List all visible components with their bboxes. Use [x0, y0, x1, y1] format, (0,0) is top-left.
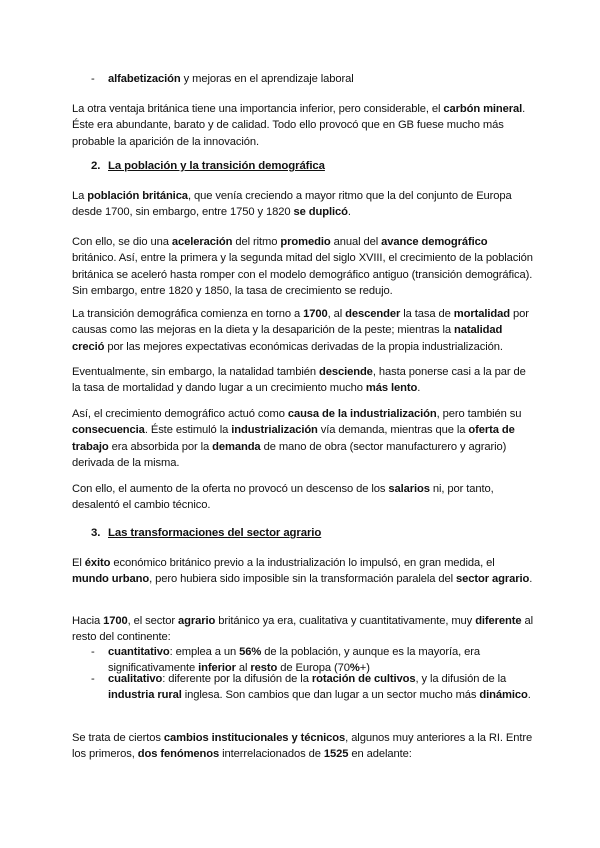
bold-term: causa de la industrialización: [287, 408, 437, 420]
text-run: del ritmo: [232, 236, 281, 248]
paragraph-aceleracion: [72, 234, 534, 299]
paragraph-eventualmente: [72, 364, 534, 397]
bold-term: se duplicó: [293, 206, 348, 219]
text-run: de mano de obra (sector manufacturero y agrario) derivada de la misma.: [72, 440, 507, 469]
paragraph-exito: [72, 555, 534, 588]
bold-term: descender: [345, 308, 401, 320]
text-run: , pero también su: [436, 408, 522, 420]
bold-term: demanda: [212, 440, 261, 453]
paragraph-carbon: [72, 101, 534, 150]
bold-term: rotación de cultivos: [311, 673, 416, 685]
text-run: ni, por tanto, desalentó el cambio técnico.: [72, 483, 494, 512]
paragraph-cambios: [72, 730, 534, 763]
bold-term: industria rural: [108, 689, 182, 702]
text-run: Hacia: [72, 615, 104, 627]
bold-term: inferior: [198, 662, 236, 675]
bold-term: natalidad creció: [72, 324, 503, 353]
text-run: y mejoras en el aprendizaje laboral: [180, 73, 354, 85]
text-run: económico británico previo a la industrialización lo impulsó, en gran medida, el: [110, 557, 495, 569]
text-run: .: [417, 382, 421, 395]
bold-term: aceleración: [171, 236, 233, 248]
text-run: británico. Así, entre la primera y la segunda mitad del siglo XVIII, el crecimiento de la población británica se aceleró hasta romper con el modelo demográfico antiguo (transición demográfica). Sin embargo, entre 1820 y 1850, la tasa de crecimiento se redujo.: [72, 252, 533, 297]
bullet-item-alfabetizacion: [91, 71, 533, 87]
bold-term: cualitativo: [108, 673, 163, 685]
text-run: , el sector: [127, 615, 179, 627]
bold-term: diferente: [475, 615, 522, 627]
text-run: en adelante:: [348, 748, 412, 761]
section-number: 3.: [91, 527, 101, 539]
text-run: de la población, y aunque es la mayoría, era significativamente: [108, 646, 480, 675]
text-run: Con ello, el aumento de la oferta no provocó un descenso de los: [72, 483, 389, 495]
bold-term: mundo urbano: [72, 573, 150, 586]
text-run: vía demanda, mientras que la: [317, 424, 469, 437]
bold-term: salarios: [388, 483, 430, 495]
bold-term: alfabetización: [108, 73, 181, 85]
text-run: +): [359, 662, 370, 675]
paragraph-transicion: [72, 306, 534, 355]
bold-term: sector agrario: [456, 573, 530, 586]
section-title: La población y la transición demográfica: [108, 160, 325, 172]
bullet-dash: -: [91, 673, 95, 685]
text-run: interrelacionados de: [219, 748, 324, 761]
bold-term: desciende: [318, 366, 373, 378]
bold-term: carbón mineral: [443, 103, 523, 115]
text-run: , al: [327, 308, 346, 320]
text-run: por causas como las mejoras en la dieta y la desaparición de la peste; mientras la: [72, 308, 529, 337]
bold-term: resto: [250, 662, 278, 675]
section-heading-3: [91, 525, 321, 541]
paragraph-causa: [72, 406, 534, 471]
text-run: británico ya era, cualitativa y cuantitativamente, muy: [215, 615, 476, 627]
text-run: . Éste era abundante, barato y de calidad. Todo ello provocó que en GB fuese mucho más probable la aparición de la innovación.: [72, 103, 526, 148]
bold-term: éxito: [84, 557, 111, 569]
bullet-item-cualitativo: [91, 671, 533, 704]
text-run: Con ello, se dio una: [72, 236, 172, 248]
text-run: : diferente por la difusión de la: [162, 673, 312, 685]
bold-term: 1700: [103, 615, 128, 627]
text-run: .: [529, 573, 533, 586]
bold-term: oferta de trabajo: [72, 424, 515, 453]
bold-term: dos fenómenos: [137, 748, 220, 761]
bold-term: avance demográfico: [381, 236, 488, 248]
bold-term: consecuencia: [72, 424, 145, 437]
bold-term: %: [349, 662, 360, 675]
text-run: , hasta ponerse casi a la par de la tasa de mortalidad y dando lugar a un crecimiento mucho: [72, 366, 526, 395]
text-run: Se trata de ciertos: [72, 732, 164, 744]
bold-term: 56%: [239, 646, 262, 658]
section-heading-2: [91, 158, 325, 174]
text-run: La otra ventaja británica tiene una importancia inferior, pero considerable, el: [72, 103, 444, 115]
bold-term: 1525: [323, 748, 349, 761]
text-run: la tasa de: [400, 308, 454, 320]
text-run: de Europa (70: [277, 662, 350, 675]
text-run: La transición demográfica comienza en torno a: [72, 308, 304, 320]
bold-term: cambios institucionales y técnicos: [163, 732, 346, 744]
bold-term: cuantitativo: [108, 646, 170, 658]
text-run: , pero hubiera sido imposible sin la transformación paralela del: [149, 573, 457, 586]
bullet-dash: -: [91, 646, 95, 658]
bold-term: industrialización: [231, 424, 318, 437]
paragraph-hacia-1700: [72, 613, 534, 646]
bold-term: dinámico: [479, 689, 528, 702]
text-run: era absorbida por la: [108, 440, 213, 453]
text-run: Así, el crecimiento demográfico actuó como: [72, 408, 288, 420]
bold-term: más lento: [365, 382, 418, 395]
bold-term: promedio: [280, 236, 331, 248]
text-run: anual del: [330, 236, 382, 248]
text-run: El: [72, 557, 85, 569]
bold-term: mortalidad: [453, 308, 510, 320]
bullet-dash: -: [91, 73, 95, 85]
text-run: .: [347, 206, 351, 219]
text-run: .: [527, 689, 531, 702]
section-title: Las transformaciones del sector agrario: [108, 527, 322, 539]
bold-term: 1700: [303, 308, 328, 320]
text-run: . Éste estimuló la: [144, 424, 232, 437]
paragraph-poblacion: [72, 188, 534, 221]
text-run: al: [235, 662, 251, 675]
text-run: , que venía creciendo a mayor ritmo que la del conjunto de Europa desde 1700, sin embargo, entre 1750 y 1820: [72, 190, 512, 219]
bold-term: agrario: [178, 615, 216, 627]
section-number: 2.: [91, 160, 101, 172]
text-run: , y la difusión de la: [415, 673, 507, 685]
bold-term: población británica: [87, 190, 188, 202]
paragraph-salarios: [72, 481, 534, 514]
text-run: inglesa. Son cambios que dan lugar a un sector mucho más: [181, 689, 480, 702]
text-run: por las mejores expectativas económicas derivadas de la propia industrialización.: [104, 340, 503, 353]
text-run: : emplea a un: [169, 646, 240, 658]
text-run: al resto del continente:: [72, 615, 534, 644]
text-run: Eventualmente, sin embargo, la natalidad también: [72, 366, 319, 378]
bullet-text: [108, 71, 533, 87]
text-run: , algunos muy anteriores a la RI. Entre los primeros,: [72, 732, 533, 761]
text-run: La: [72, 190, 88, 202]
bullet-text: [108, 671, 533, 704]
